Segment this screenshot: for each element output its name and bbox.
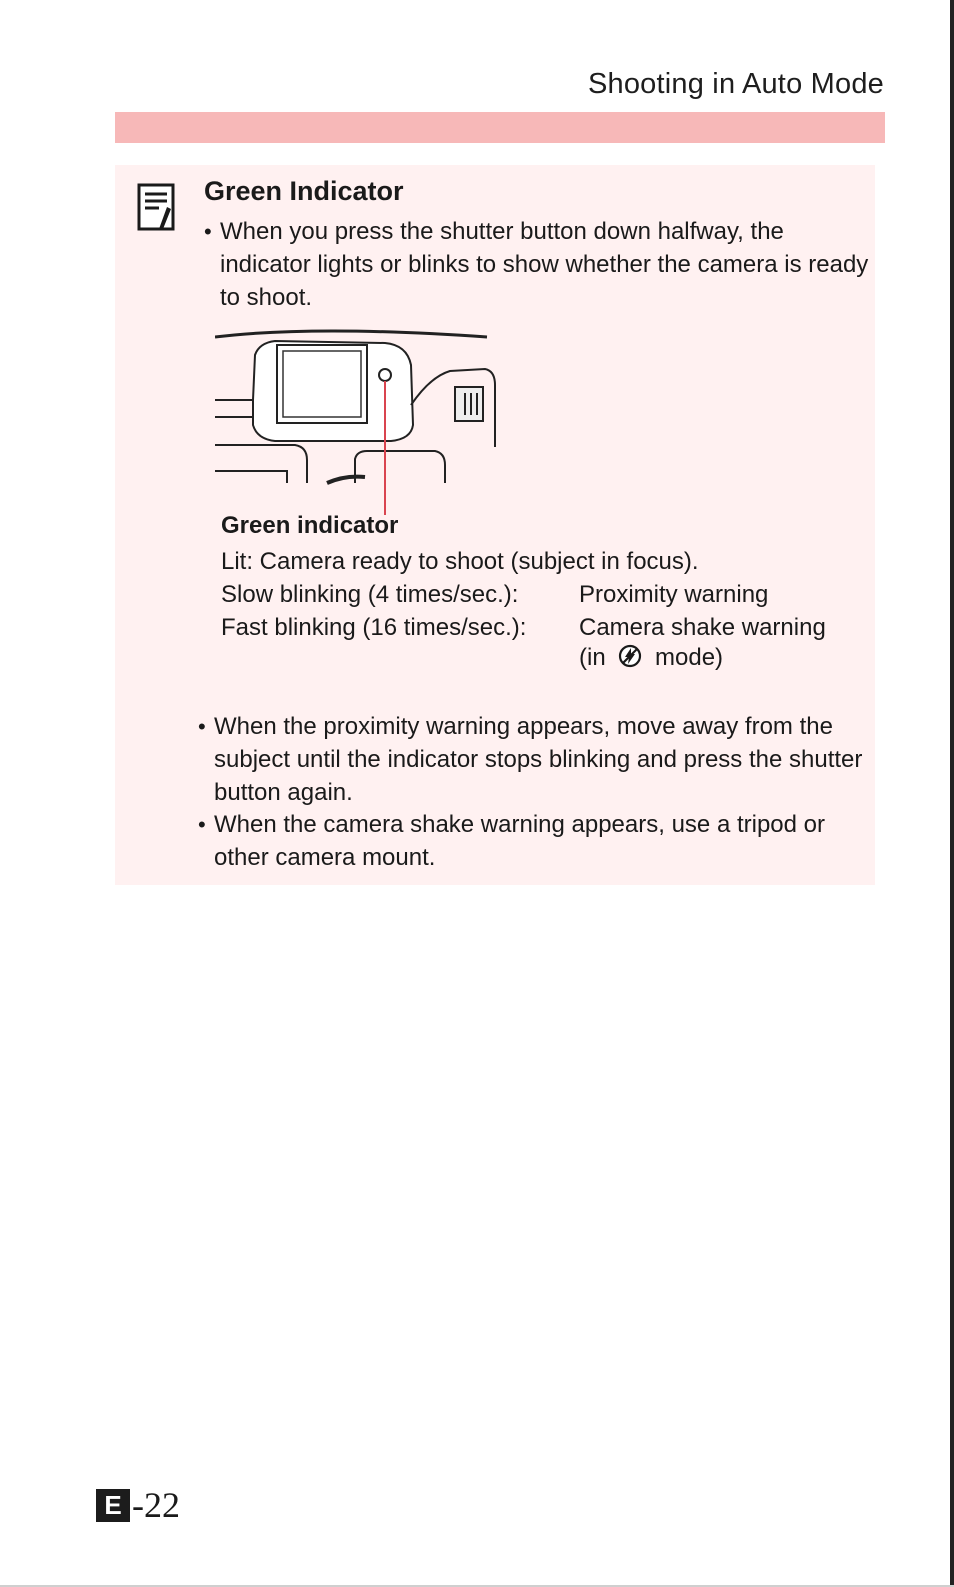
proximity-bullet-text: When the proximity warning appears, move away from the subject until the indicator stops blinking and press the shutter button again. — [214, 713, 863, 806]
bullet-dot: • — [204, 219, 212, 244]
section-heading: Green Indicator — [204, 176, 404, 206]
memo-icon — [137, 183, 177, 233]
language-badge: E — [96, 1489, 130, 1522]
flash-off-icon — [618, 644, 642, 668]
status-condition: Slow blinking (4 times/sec.): — [221, 581, 519, 608]
status-meaning: Camera shake warning — [579, 614, 826, 641]
proximity-bullet — [198, 710, 864, 809]
page-edge — [950, 0, 954, 1587]
bullet-dot: • — [198, 812, 206, 837]
shake-bullet — [198, 808, 864, 874]
page-header-title: Shooting in Auto Mode — [587, 68, 884, 100]
status-condition: Fast blinking (16 times/sec.): — [221, 614, 527, 641]
page-number — [96, 1487, 180, 1523]
status-condition: Lit: Camera ready to shoot (subject in focus). — [221, 548, 699, 575]
header-color-band — [115, 112, 885, 143]
mode-note — [579, 644, 723, 672]
status-meaning: Proximity warning — [579, 581, 769, 608]
intro-bullet-text: When you press the shutter button down halfway, the indicator lights or blinks to show whether the camera is ready to shoot. — [220, 218, 869, 311]
page-number-text: -22 — [132, 1485, 180, 1525]
mode-prefix: (in — [579, 644, 606, 671]
bullet-dot: • — [198, 714, 206, 739]
camera-illustration — [215, 325, 500, 515]
intro-bullet — [204, 215, 870, 314]
mode-suffix: mode) — [655, 644, 724, 671]
callout-title: Green indicator — [221, 512, 399, 539]
shake-bullet-text: When the camera shake warning appears, use a tripod or other camera mount. — [214, 811, 826, 871]
